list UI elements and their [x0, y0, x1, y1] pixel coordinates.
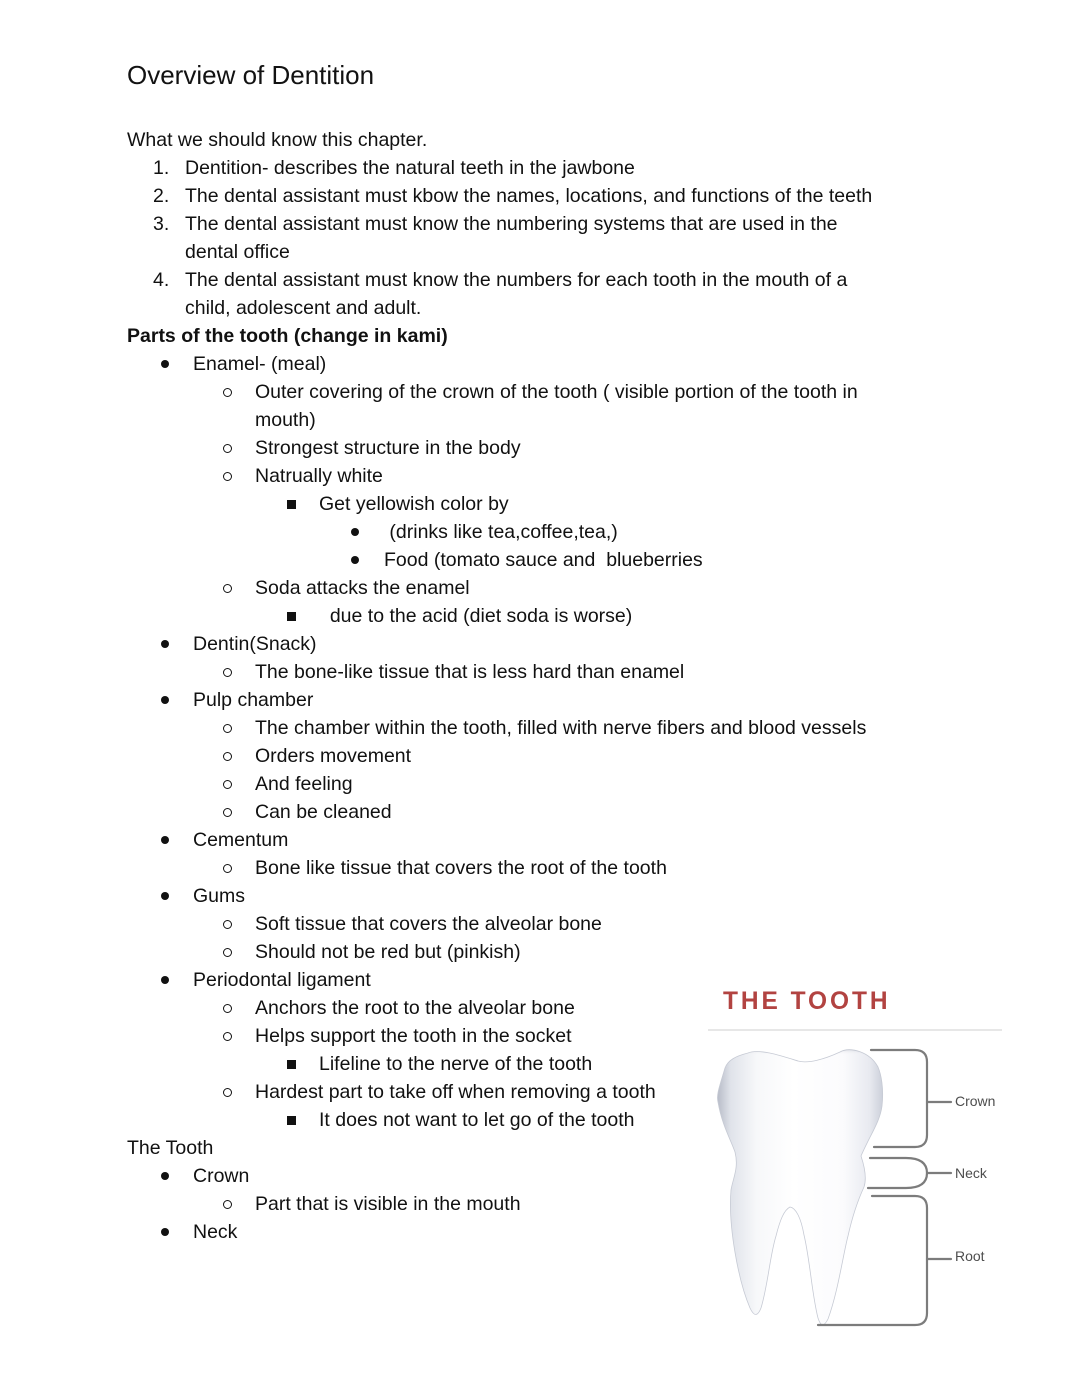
doc-line — [127, 770, 987, 798]
line-text: Crown — [193, 1165, 250, 1187]
line-text: Food (tomato sauce and blueberries — [384, 549, 703, 571]
line-text: It does not want to let go of the tooth — [319, 1109, 635, 1131]
molar-shape — [717, 1050, 882, 1325]
bullet-marker — [223, 1004, 232, 1013]
doc-line — [127, 630, 987, 658]
bullet-marker — [287, 1060, 296, 1069]
doc-line — [127, 798, 987, 826]
doc-line — [127, 266, 987, 294]
tooth-label-root: Root — [955, 1248, 985, 1264]
tooth-figure — [700, 985, 1040, 1360]
line-text: Get yellowish color by — [319, 493, 509, 515]
bullet-marker — [223, 724, 232, 733]
doc-line — [127, 658, 987, 686]
line-text: Neck — [193, 1221, 238, 1243]
bullet-marker — [161, 696, 169, 704]
bullet-marker — [161, 640, 169, 648]
line-text: Enamel- (meal) — [193, 353, 327, 375]
bullet-marker — [223, 1088, 232, 1097]
line-text: Cementum — [193, 829, 289, 851]
doc-line — [127, 938, 987, 966]
bullet-marker — [287, 500, 296, 509]
line-text: The dental assistant must know the numbering systems that are used in the — [185, 213, 838, 235]
bullet-marker — [223, 1032, 232, 1041]
line-text: Soda attacks the enamel — [255, 577, 470, 599]
bullet-marker — [287, 1116, 296, 1125]
line-text: Parts of the tooth (change in kami) — [127, 325, 448, 347]
bullet-marker — [161, 1172, 169, 1180]
bullet-marker — [223, 472, 232, 481]
doc-line — [127, 602, 987, 630]
line-text: Periodontal ligament — [193, 969, 371, 991]
doc-line — [127, 826, 987, 854]
number-marker: 4. — [153, 269, 170, 291]
neck-bracket — [868, 1158, 927, 1188]
bullet-marker — [223, 808, 232, 817]
line-text: The dental assistant must kbow the names, locations, and functions of the teeth — [185, 185, 873, 207]
bullet-marker — [351, 528, 359, 536]
doc-line — [127, 350, 987, 378]
doc-line — [127, 182, 987, 210]
bullet-marker — [287, 612, 296, 621]
bullet-marker — [161, 976, 169, 984]
line-text: Bone like tissue that covers the root of the tooth — [255, 857, 667, 879]
doc-line — [127, 882, 987, 910]
line-text: Hardest part to take off when removing a tooth — [255, 1081, 656, 1103]
bullet-marker — [223, 584, 232, 593]
bullet-marker — [223, 1200, 232, 1209]
doc-line — [127, 910, 987, 938]
line-text: Lifeline to the nerve of the tooth — [319, 1053, 593, 1075]
line-text: mouth) — [255, 409, 316, 431]
line-text: Strongest structure in the body — [255, 437, 521, 459]
line-text: Soft tissue that covers the alveolar bone — [255, 913, 602, 935]
tooth-label-crown: Crown — [955, 1093, 996, 1109]
doc-line — [127, 238, 987, 266]
bullet-marker — [223, 752, 232, 761]
page-title: Overview of Dentition — [127, 60, 375, 90]
figure-divider — [708, 1029, 1002, 1031]
line-text: Dentition- describes the natural teeth in the jawbone — [185, 157, 635, 179]
bullet-marker — [351, 556, 359, 564]
line-text: And feeling — [255, 773, 353, 795]
bullet-marker — [161, 1228, 169, 1236]
doc-line — [127, 210, 987, 238]
doc-line — [127, 546, 987, 574]
doc-line — [127, 406, 987, 434]
line-text: Should not be red but (pinkish) — [255, 941, 521, 963]
doc-line — [127, 686, 987, 714]
tooth-label-neck: Neck — [955, 1165, 987, 1181]
doc-line — [127, 126, 987, 154]
bullet-marker — [223, 864, 232, 873]
number-marker: 2. — [153, 185, 170, 207]
line-text: Dentin(Snack) — [193, 633, 317, 655]
line-text: Helps support the tooth in the socket — [255, 1025, 572, 1047]
doc-line — [127, 462, 987, 490]
bullet-marker — [223, 948, 232, 957]
bullet-marker — [161, 836, 169, 844]
number-marker: 1. — [153, 157, 170, 179]
line-text: The Tooth — [127, 1137, 214, 1159]
doc-line — [127, 490, 987, 518]
line-text: Orders movement — [255, 745, 412, 767]
doc-line — [127, 714, 987, 742]
bullet-marker — [223, 668, 232, 677]
line-text: Part that is visible in the mouth — [255, 1193, 521, 1215]
line-text: child, adolescent and adult. — [185, 297, 422, 319]
line-text: What we should know this chapter. — [127, 129, 428, 151]
bullet-marker — [223, 388, 232, 397]
line-text: Pulp chamber — [193, 689, 314, 711]
doc-line — [127, 378, 987, 406]
line-text: Gums — [193, 885, 246, 907]
doc-line — [127, 854, 987, 882]
doc-line — [127, 154, 987, 182]
line-text: The dental assistant must know the numbers for each tooth in the mouth of a — [185, 269, 848, 291]
bullet-marker — [161, 360, 169, 368]
line-text: The bone-like tissue that is less hard than enamel — [255, 661, 685, 683]
doc-line — [127, 742, 987, 770]
line-text: (drinks like tea,coffee,tea,) — [384, 521, 618, 543]
tooth-illustration — [700, 1040, 960, 1340]
line-text: Outer covering of the crown of the tooth ( visible portion of the tooth in — [255, 381, 858, 403]
doc-line — [127, 434, 987, 462]
bullet-marker — [223, 780, 232, 789]
bullet-marker — [161, 892, 169, 900]
line-text: The chamber within the tooth, filled with nerve fibers and blood vessels — [255, 717, 867, 739]
line-text: Anchors the root to the alveolar bone — [255, 997, 575, 1019]
line-text: Can be cleaned — [255, 801, 392, 823]
tooth-figure-title: THE TOOTH — [723, 987, 891, 1015]
line-text: due to the acid (diet soda is worse) — [319, 605, 633, 627]
doc-line — [127, 574, 987, 602]
doc-line — [127, 294, 987, 322]
bullet-marker — [223, 444, 232, 453]
line-text: dental office — [185, 241, 290, 263]
number-marker: 3. — [153, 213, 170, 235]
doc-line — [127, 322, 987, 350]
bullet-marker — [223, 920, 232, 929]
line-text: Natrually white — [255, 465, 383, 487]
doc-line — [127, 518, 987, 546]
